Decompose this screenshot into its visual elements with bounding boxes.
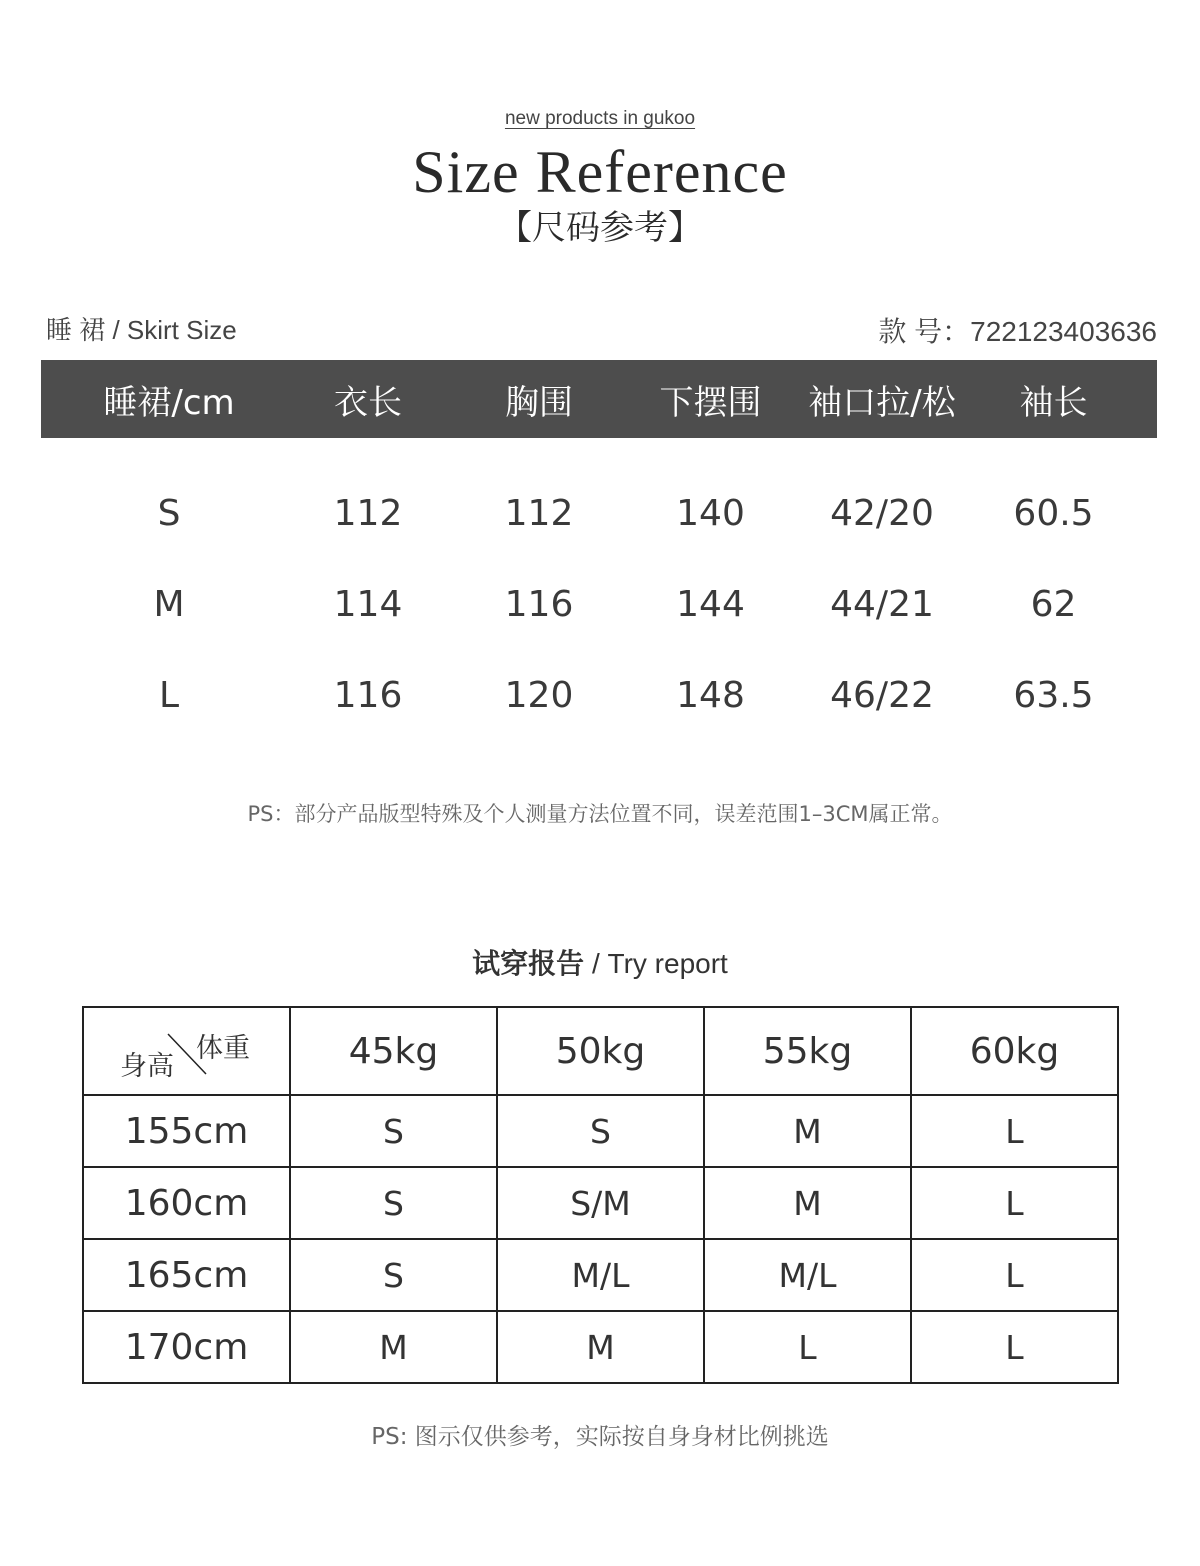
table-cell: 116 [333, 675, 403, 716]
table-row [83, 1167, 1118, 1239]
size-note: PS：部分产品版型特殊及个人测量方法位置不同，误差范围1–3CM属正常。 [247, 802, 953, 826]
brand-text: new products in gukoo [504, 108, 696, 129]
column-header: 袖长 [1019, 382, 1088, 423]
table-cell: M [497, 1311, 704, 1383]
height-axis-label: 身高 [120, 1051, 174, 1082]
size-table [41, 360, 1157, 741]
table-cell: S [290, 1239, 497, 1311]
column-header: 下摆围 [659, 382, 762, 423]
height-cell: 160cm [83, 1167, 290, 1239]
diagonal-divider [84, 1008, 289, 1094]
corner-cell [83, 1007, 290, 1095]
table-cell: S [290, 1167, 497, 1239]
size-label: M [153, 584, 185, 625]
table-cell: 42/20 [830, 493, 934, 534]
table-cell: 46/22 [830, 675, 934, 716]
try-title-cn: 试穿报告 [472, 947, 585, 980]
weight-header: 45kg [290, 1007, 497, 1095]
table-cell: L [911, 1311, 1118, 1383]
table-cell: L [704, 1311, 911, 1383]
table-cell: 140 [676, 493, 745, 534]
try-report-title [0, 942, 1200, 982]
table-cell: M/L [704, 1239, 911, 1311]
column-header: 胸围 [505, 382, 573, 423]
table-row [83, 1239, 1118, 1311]
height-cell: 165cm [83, 1239, 290, 1311]
table-row [83, 1095, 1118, 1167]
table-cell: 114 [333, 584, 403, 625]
table-cell: S/M [497, 1167, 704, 1239]
table-header-row [83, 1007, 1118, 1095]
size-label: L [158, 675, 180, 716]
try-report-note: PS: 图示仅供参考，实际按自身身材比例挑选 [371, 1424, 829, 1450]
table-row [41, 468, 1157, 559]
brand-line [0, 108, 1200, 130]
column-header: 睡裙/cm [103, 382, 235, 423]
column-header: 袖口拉/松 [808, 382, 956, 423]
table-row [41, 559, 1157, 650]
table-cell: 112 [333, 493, 403, 534]
table-cell: L [911, 1095, 1118, 1167]
table-cell: L [911, 1239, 1118, 1311]
size-table-header [41, 360, 1157, 438]
table-cell: M [704, 1167, 911, 1239]
table-cell: 120 [504, 675, 574, 716]
table-row [41, 650, 1157, 741]
table-cell: 62 [1030, 584, 1077, 625]
height-cell: 170cm [83, 1311, 290, 1383]
column-header: 衣长 [334, 382, 402, 423]
size-label: S [157, 493, 181, 534]
table-cell: S [497, 1095, 704, 1167]
size-section-label: 睡 裙 / Skirt Size [46, 315, 237, 345]
table-cell: 44/21 [830, 584, 934, 625]
table-cell: 60.5 [1013, 493, 1094, 534]
table-cell: M [290, 1311, 497, 1383]
weight-header: 60kg [911, 1007, 1118, 1095]
weight-header: 50kg [497, 1007, 704, 1095]
table-row [83, 1311, 1118, 1383]
table-cell: 63.5 [1013, 675, 1094, 716]
weight-axis-label: 体重 [196, 1033, 250, 1064]
weight-header: 55kg [704, 1007, 911, 1095]
height-cell: 155cm [83, 1095, 290, 1167]
page-subtitle: 【尺码参考】 [498, 208, 702, 248]
table-cell: 144 [676, 584, 745, 625]
table-cell: S [290, 1095, 497, 1167]
try-report-table [82, 1006, 1119, 1384]
try-title-en: / Try report [584, 948, 728, 979]
item-number: 款 号：722123403636 [878, 316, 1157, 347]
size-table-body [41, 468, 1157, 741]
table-cell: 112 [504, 493, 574, 534]
table-cell: M [704, 1095, 911, 1167]
table-cell: 148 [676, 675, 745, 716]
table-cell: 116 [504, 584, 574, 625]
page-title: Size Reference [412, 139, 788, 205]
table-cell: L [911, 1167, 1118, 1239]
table-cell: M/L [497, 1239, 704, 1311]
